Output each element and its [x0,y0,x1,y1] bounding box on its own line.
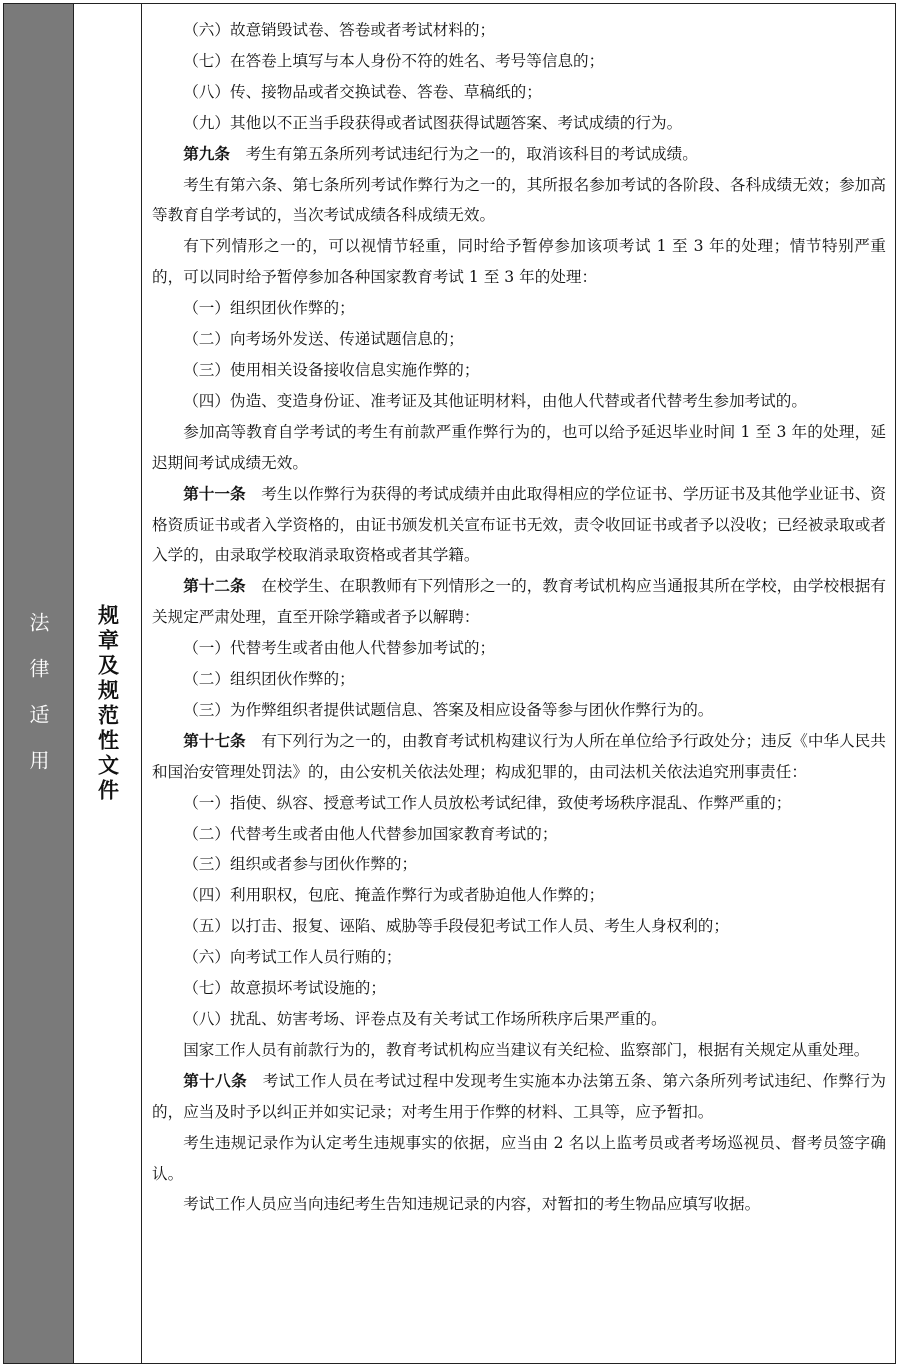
article-text: 考生有第五条所列考试违纪行为之一的，取消该科目的考试成绩。 [245,144,698,163]
list-item: （六）故意销毁试卷、答卷或者考试材料的； [183,21,496,39]
body-paragraph: 考生违规记录作为认定考生违规事实的依据，应当由 2 名以上监考员或者考场巡视员、督考员签字确认。 [152,1133,886,1183]
list-item: （九）其他以不正当手段获得或者试图获得试题答案、考试成绩的行为。 [183,113,683,132]
body-paragraph: 有下列情形之一的，可以视情节轻重，同时给予暂停参加该项考试 1 至 3 年的处理；情节特别严重的，可以同时给予暂停参加各种国家教育考试 1 至 3 年的处理： [152,237,886,287]
list-item: （三）为作弊组织者提供试题信息、答案及相应设备等参与团伙作弊行为的。 [183,700,714,719]
article-number: 第十八条 [183,1071,248,1090]
regulation-table [3,3,896,1364]
list-item: （三）组织或者参与团伙作弊的； [183,855,418,874]
article-text: 考试工作人员在考试过程中发现考生实施本办法第五条、第六条所列考试违纪、作弊行为的，应当及时予以纠正并如实记录；对考生用于作弊的材料、工具等，应予暂扣。 [152,1071,886,1121]
list-item: （一）组织团伙作弊的； [183,299,355,318]
article-text: 有下列行为之一的，由教育考试机构建议行为人所在单位给予行政处分；违反《中华人民共和国治安管理处罚法》的，由公安机关依法处理；构成犯罪的，由司法机关依法追究刑事责任： [152,731,886,781]
list-item: （七）在答卷上填写与本人身份不符的姓名、考号等信息的； [183,51,605,70]
content-cell [142,4,895,1363]
list-item: （二）代替考生或者由他人代替参加国家教育考试的； [183,824,558,843]
list-item: （四）伪造、变造身份证、准考证及其他证明材料，由他人代替或者代替考生参加考试的。 [183,391,807,410]
article-text: 考生以作弊行为获得的考试成绩并由此取得相应的学位证书、学历证书及其他学业证书、资格资质证书或者入学资格的，由证书颁发机关宣布证书无效，责令收回证书或者予以没收；已经被录取或者入学的，由录取学校取消录取资格或者其学籍。 [152,484,886,565]
article-paragraph [152,479,886,572]
list-item: （五）以打击、报复、诬陷、威胁等手段侵犯考试工作人员、考生人身权利的； [183,917,729,936]
body-paragraph: 国家工作人员有前款行为的，教育考试机构应当建议有关纪检、监察部门，根据有关规定从重处理。 [183,1040,870,1059]
subcategory-cell [74,4,142,1363]
list-item: （六）向考试工作人员行贿的； [183,948,402,967]
list-item: （七）故意损坏考试设施的； [183,979,386,998]
category-label: 法律适用 [26,611,50,796]
list-item: （一）代替考生或者由他人代替参加考试的； [183,639,496,658]
list-item: （二）向考场外发送、传递试题信息的； [183,330,464,349]
list-item: （八）扰乱、妨害考场、评卷点及有关考试工作场所秩序后果严重的。 [183,1010,667,1028]
article-paragraph [152,1066,886,1128]
category-cell [4,4,74,1363]
list-item: （三）使用相关设备接收信息实施作弊的； [183,360,480,379]
subcategory-label: 规章及规范性文件 [95,603,120,804]
body-paragraph: 考生有第六条、第七条所列考试作弊行为之一的，其所报名参加考试的各阶段、各科成绩无效；参加高等教育自学考试的，当次考试成绩各科成绩无效。 [152,175,886,225]
list-item: （二）组织团伙作弊的； [183,670,355,689]
article-number: 第十一条 [183,484,246,503]
article-paragraph [152,139,886,170]
body-paragraph: 参加高等教育自学考试的考生有前款严重作弊行为的，也可以给予延迟毕业时间 1 至 3 年的处理，延迟期间考试成绩无效。 [152,422,886,472]
list-item: （一）指使、纵容、授意考试工作人员放松考试纪律，致使考场秩序混乱、作弊严重的； [183,793,792,812]
article-paragraph [152,571,886,633]
article-number: 第九条 [183,144,230,163]
article-text: 在校学生、在职教师有下列情形之一的，教育考试机构应当通报其所在学校，由学校根据有关规定严肃处理，直至开除学籍或者予以解聘： [152,577,886,627]
article-number: 第十二条 [183,577,246,596]
article-number: 第十七条 [183,731,246,750]
article-paragraph [152,726,886,788]
list-item: （四）利用职权，包庇、掩盖作弊行为或者胁迫他人作弊的； [183,886,605,905]
body-paragraph: 考试工作人员应当向违纪考生告知违规记录的内容，对暂扣的考生物品应填写收据。 [183,1195,761,1214]
list-item: （八）传、接物品或者交换试卷、答卷、草稿纸的； [183,82,542,101]
